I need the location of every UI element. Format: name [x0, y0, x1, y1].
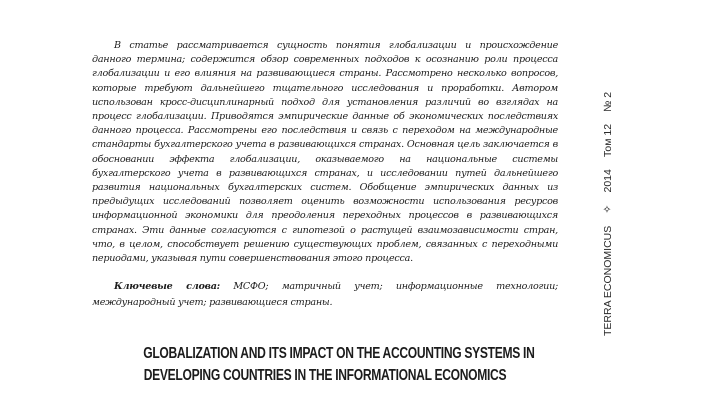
journal-year: 2014 [602, 169, 614, 193]
journal-issue: № 2 [602, 91, 614, 112]
separator-icon: ✧ [602, 204, 614, 214]
article-title-line-2: DEVELOPING COUNTRIES IN THE INFORMATIONAL ECONOMICS [143, 367, 507, 384]
keywords-paragraph [92, 279, 558, 311]
keywords-text: МСФО; матричный учет; информационные технологии; международный учет; развивающиеся страны. [92, 281, 558, 308]
journal-name: TERRA ECONOMICUS [602, 225, 614, 336]
running-head [598, 66, 618, 336]
journal-volume: Том 12 [602, 123, 614, 158]
article-title [143, 343, 535, 387]
keywords-label: Ключевые слова: [114, 281, 220, 292]
abstract-paragraph: В статье рассматривается сущность понятия глобализации и происхождение данного термина; содержится обзор современных подходов к осознанию роли процесса глобализации и его влияния на развивающиеся страны. Рассмотрено несколько вопросов, которые требуют дальнейшего тщательного исследования и проработки. Автором использован кросс-дисциплинарный подход для установления различий во взглядах на процесс глобализации. Приводятся эмпирические данные об экономических последствиях данного процесса. Рассмотрены его последствия и связь с переходом на международные стандарты бухгалтерского учета в развивающихся странах. Основная цель заключается в обосновании эффекта глобализации, оказываемого на национальные системы бухгалтерского учета в развивающихся странах, и исследовании путей дальнейшего развития национальных бухгалтерских систем. Обобщение эмпирических данных из предыдущих исследований позволяет оценить возможности использования ресурсов информационной экономики для преодоления переходных процессов в развивающихся странах. Эти данные согласуются с гипотезой о растущей взаимозависимости стран, что, в целом, способствует решению существующих проблем, связанных с переходными периодами, указывая пути совершенствования этого процесса. [92, 40, 558, 265]
article-title-line-1: GLOBALIZATION AND ITS IMPACT ON THE ACCOUNTING SYSTEMS IN [143, 345, 535, 362]
